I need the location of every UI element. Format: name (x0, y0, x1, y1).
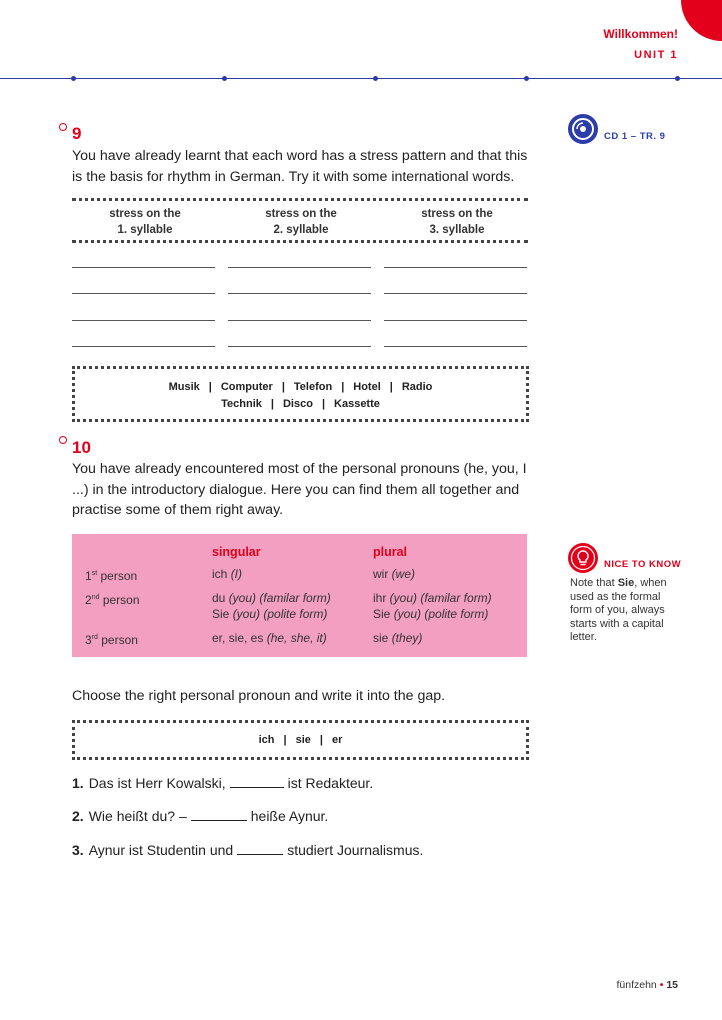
separator: | (389, 381, 393, 393)
answer-line[interactable] (384, 320, 527, 321)
rule-dot (222, 76, 227, 81)
cd-icon (568, 114, 598, 144)
word-row-1 (75, 379, 526, 396)
exercise-10-number: 10 (72, 438, 91, 457)
word: Computer (220, 381, 273, 393)
rule-dot (71, 76, 76, 81)
sentence-1: 1. Das ist Herr Kowalski, ist Redakteur. (72, 775, 374, 791)
lightbulb-icon (568, 543, 598, 573)
row-label-1: 1st person (85, 569, 138, 583)
singular-1: ich (I) (212, 567, 243, 581)
word-box (72, 366, 529, 422)
rule-dot (675, 76, 680, 81)
plural-3: sie (they) (373, 631, 423, 645)
answer-line[interactable] (72, 293, 215, 294)
instruction-text: Choose the right personal pronoun and write it into the gap. (72, 688, 446, 704)
gap-input[interactable] (237, 842, 283, 855)
plural-2: ihr (you) (familar form) Sie (you) (polite form) (373, 591, 492, 621)
pronoun-table (72, 534, 527, 657)
word: Disco (282, 398, 313, 410)
separator: | (270, 398, 274, 410)
answer-line[interactable] (72, 346, 215, 347)
exercise-bullet-icon (59, 123, 67, 131)
word: Kassette (334, 398, 380, 410)
separator: | (208, 381, 212, 393)
column-header-2: stress on the 2. syllable (265, 208, 337, 236)
table-top-rule (72, 198, 528, 201)
row-label-2: 2nd person (85, 593, 140, 607)
exercise-bullet-icon (59, 436, 67, 444)
plural-1: wir (we) (373, 567, 416, 581)
option: sie (295, 734, 311, 746)
separator: | (281, 381, 285, 393)
singular-2: du (you) (familar form) Sie (you) (polite form) (212, 591, 331, 621)
table-head-plural: plural (373, 545, 408, 559)
nice-to-know-title: NICE TO KNOW (604, 559, 682, 570)
word: Telefon (293, 381, 333, 393)
gap-input[interactable] (191, 808, 247, 821)
singular-3: er, sie, es (he, she, it) (212, 631, 327, 645)
audio-track-label: CD 1 – TR. 9 (604, 131, 666, 142)
gap-input[interactable] (230, 775, 284, 788)
chapter-title: Willkommen! (603, 27, 678, 41)
page-number: 15 (666, 979, 678, 991)
answer-line[interactable] (384, 267, 527, 268)
word: Musik (168, 381, 200, 393)
answer-line[interactable] (72, 320, 215, 321)
word: Technik (221, 398, 262, 410)
word-row-2 (75, 396, 526, 413)
answer-line[interactable] (72, 267, 215, 268)
rule-dot (524, 76, 529, 81)
table-header-rule (72, 240, 528, 243)
separator: | (319, 734, 323, 746)
separator: | (283, 734, 287, 746)
exercise-9-text: You have already learnt that each word has a stress pattern and that this is the basis for rhythm in German. Try it with some international words. (72, 148, 528, 185)
row-label-3: 3rd person (85, 633, 138, 647)
option: er (331, 734, 343, 746)
sentence-2: 2. Wie heißt du? – heiße Aynur. (72, 808, 329, 824)
table-head-singular: singular (212, 545, 261, 559)
page-footer: fünfzehn • 15 (616, 979, 678, 991)
sentence-3: 3. Aynur ist Studentin und studiert Journalismus. (72, 842, 424, 858)
column-header-1: stress on the 1. syllable (109, 208, 181, 236)
pronoun-options-box (72, 720, 529, 760)
option: ich (258, 734, 275, 746)
separator: | (341, 381, 345, 393)
exercise-10-text: You have already encountered most of the personal pronouns (he, you, I ...) in the introductory dialogue. Here you can find them all together and practise some of them right away. (72, 461, 527, 518)
corner-decoration (681, 0, 722, 41)
word: Radio (401, 381, 433, 393)
separator: | (321, 398, 326, 410)
exercise-9-number: 9 (72, 124, 82, 143)
rule-dot (373, 76, 378, 81)
header-rule (0, 78, 722, 79)
answer-line[interactable] (384, 293, 527, 294)
answer-line[interactable] (228, 293, 371, 294)
answer-line[interactable] (228, 320, 371, 321)
nice-to-know-text: Note that Sie, when used as the formal form of you, always starts with a capital letter. (570, 577, 667, 644)
column-header-3: stress on the 3. syllable (421, 208, 493, 236)
unit-label: UNIT 1 (634, 49, 678, 61)
word: Hotel (353, 381, 381, 393)
answer-line[interactable] (384, 346, 527, 347)
answer-line[interactable] (228, 346, 371, 347)
answer-line[interactable] (228, 267, 371, 268)
